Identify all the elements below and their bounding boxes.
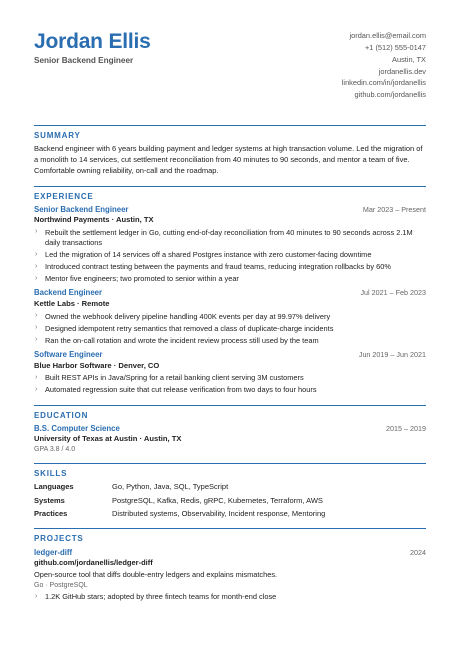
list-item: › Rebuilt the settlement ledger in Go, cutting end-of-day reconciliation from 40 minutes to 90 seconds across 2.1M daily transactions — [35, 227, 413, 248]
project-bullets — [34, 592, 426, 602]
job-company: Blue Harbor Software · Denver, CO — [34, 360, 160, 370]
contact-website[interactable]: jordanellis.dev — [378, 66, 426, 76]
skill-value: Distributed systems, Observability, Incident response, Mentoring — [112, 509, 326, 519]
list-item: › Mentor five engineers; two promoted to senior within a year — [35, 274, 239, 284]
contact-location: Austin, TX — [392, 54, 426, 64]
education-gpa: GPA 3.8 / 4.0 — [34, 445, 76, 453]
candidate-title: Senior Backend Engineer — [34, 56, 134, 66]
summary-heading: SUMMARY — [34, 131, 81, 140]
job-role: Senior Backend Engineer — [34, 204, 129, 214]
chevron-right-icon: › — [35, 336, 38, 344]
section-divider — [34, 463, 426, 464]
chevron-right-icon: › — [35, 592, 38, 600]
chevron-right-icon: › — [35, 324, 38, 332]
list-item: › Owned the webhook delivery pipeline handling 400K events per day at 99.97% delivery — [35, 311, 331, 321]
job-dates: Jul 2021 – Feb 2023 — [360, 288, 426, 298]
contact-block — [342, 30, 426, 101]
experience-heading: EXPERIENCE — [34, 191, 94, 201]
section-divider — [34, 528, 426, 529]
list-item: › Ran the on-call rotation and wrote the incident review process still used by the team — [35, 335, 319, 345]
project-tech: Go · PostgreSQL — [34, 581, 88, 589]
project-link[interactable]: github.com/jordanellis/ledger-diff — [34, 558, 153, 568]
list-item: › Built REST APIs in Java/Spring for a retail banking client serving 3M customers — [35, 373, 304, 383]
project-name: ledger-diff — [34, 547, 73, 557]
education-entry — [34, 424, 426, 455]
summary-text: Backend engineer with 6 years building payment and ledger systems at high transaction volume. Led the migration of a monolith to 14 services, cut settlement reconciliation from 40 minutes to 90 seconds, and mentor a team of five. Comfortable owning reliability, on-call and the roadmap. — [34, 144, 423, 175]
contact-github[interactable]: github.com/jordanellis — [354, 90, 426, 100]
list-item: › Automated regression suite that cut release verification from two days to four hours — [35, 385, 317, 395]
job-role: Backend Engineer — [34, 288, 103, 298]
job-entry — [34, 288, 426, 345]
job-dates: Jun 2019 – Jun 2021 — [358, 349, 426, 359]
name-block — [34, 30, 151, 66]
skill-value: PostgreSQL, Kafka, Redis, gRPC, Kubernetes, Terraform, AWS — [112, 495, 323, 505]
skill-category: Practices — [34, 509, 68, 519]
project-year: 2024 — [410, 547, 426, 557]
chevron-right-icon: › — [35, 250, 38, 258]
projects-heading: PROJECTS — [34, 534, 84, 544]
job-bullets — [34, 312, 426, 346]
resume-header — [34, 30, 426, 116]
job-bullets — [34, 373, 426, 395]
contact-email[interactable]: jordan.ellis@email.com — [349, 31, 426, 40]
job-dates: Mar 2023 – Present — [362, 204, 426, 214]
education-school: University of Texas at Austin · Austin, TX — [34, 434, 182, 444]
chevron-right-icon: › — [35, 228, 38, 236]
list-item: › Introduced contract testing between the payments and fraud teams, reducing integration rollbacks by 60% — [35, 262, 391, 272]
chevron-right-icon: › — [35, 312, 38, 320]
job-company: Northwind Payments · Austin, TX — [34, 215, 154, 225]
education-dates: 2015 – 2019 — [386, 423, 426, 433]
education-heading: EDUCATION — [34, 410, 89, 420]
skill-value: Go, Python, Java, SQL, TypeScript — [112, 482, 229, 492]
candidate-name: Jordan Ellis — [34, 30, 151, 53]
skill-category: Systems — [34, 495, 65, 505]
job-role: Software Engineer — [34, 349, 103, 359]
chevron-right-icon: › — [35, 373, 38, 381]
education-degree: B.S. Computer Science — [34, 423, 120, 433]
section-divider — [34, 186, 426, 187]
section-divider — [34, 405, 426, 406]
contact-phone[interactable]: +1 (512) 555-0147 — [364, 42, 426, 52]
project-entry — [34, 548, 426, 603]
chevron-right-icon: › — [35, 262, 38, 270]
job-company: Kettle Labs · Remote — [34, 299, 110, 309]
list-item: › Designed idempotent retry semantics that removed a class of duplicate-charge incidents — [35, 323, 334, 333]
list-item: › Led the migration of 14 services off a shared Postgres instance with zero customer-facing downtime — [35, 250, 372, 260]
job-entry — [34, 205, 426, 285]
skills-table — [34, 482, 426, 519]
contact-linkedin[interactable]: linkedin.com/in/jordanellis — [341, 78, 426, 88]
job-entry — [34, 350, 426, 396]
skills-heading: SKILLS — [34, 469, 68, 479]
section-divider — [34, 125, 426, 126]
project-description: Open-source tool that diffs double-entry ledgers and explains mismatches. — [34, 569, 278, 579]
skill-category: Languages — [34, 482, 74, 492]
list-item: › 1.2K GitHub stars; adopted by three fintech teams for month-end close — [35, 592, 277, 602]
job-bullets — [34, 228, 426, 285]
chevron-right-icon: › — [35, 274, 38, 282]
chevron-right-icon: › — [35, 385, 38, 393]
